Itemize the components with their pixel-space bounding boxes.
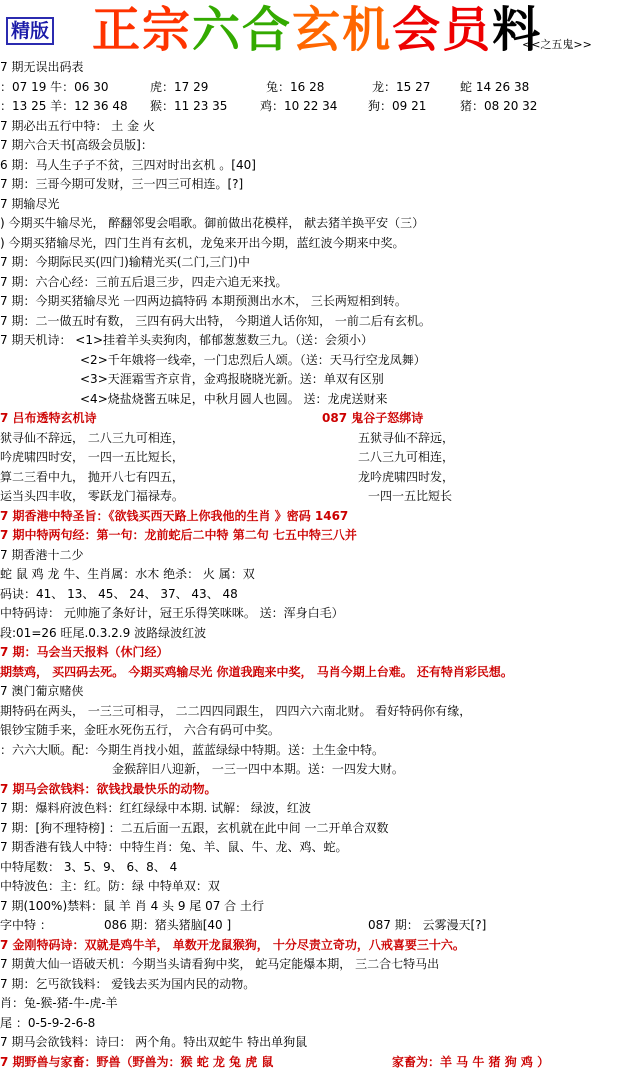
text-segment: 087 鬼谷子怒绑诗 <box>322 409 423 429</box>
text-segment: ：07 19 牛：06 30 <box>0 78 109 98</box>
text-segment: 7 吕布透特玄机诗 <box>0 409 97 429</box>
text-segment: 7 期：二一做五时有数， 三四有码大出特， 今期道人话你知， 一前二后有玄机。 <box>0 312 431 332</box>
text-segment: 7 期(100%)禁料：鼠 羊 肖 4 头 9 尾 07 合 土行 <box>0 897 264 917</box>
text-segment: 蛇 鼠 鸡 龙 牛、生肖属：水木 绝杀： 火 属：双 <box>0 565 255 585</box>
text-segment: 算二三看中九， 抛开八七有四五， <box>0 468 184 488</box>
text-line <box>0 468 621 488</box>
text-segment: 吟虎啸四时安， 一四一五比短长， <box>0 448 184 468</box>
text-line <box>0 663 621 683</box>
title-char: 正 <box>92 2 142 58</box>
text-line <box>0 253 621 273</box>
text-segment: 二八三九可相连， <box>358 448 454 468</box>
text-segment: 鸡：10 22 34 <box>260 97 337 117</box>
text-line <box>0 370 621 390</box>
text-line <box>0 214 621 234</box>
text-segment: 运当头四丰收， 零跃龙门福禄寿。 <box>0 487 184 507</box>
text-segment: 7 期香港十二少 <box>0 546 83 566</box>
text-segment: 中特波色：主：红。防：绿 中特单双：双 <box>0 877 220 897</box>
text-segment: 字中特 ： <box>0 916 52 936</box>
text-line <box>0 312 621 332</box>
text-line <box>0 721 621 741</box>
text-segment: 期特码在两头， 一三三可相寻， 二二四四同跟生， 四四六六南北财。 看好特码你有缘， <box>0 702 471 722</box>
text-line <box>0 643 621 663</box>
text-segment: 虎：17 29 <box>150 78 208 98</box>
text-segment: 7 期马会欲钱料：诗曰： 两个角。特出双蛇牛 特出单狗鼠 <box>0 1033 307 1053</box>
title-char: 玄 <box>292 2 342 58</box>
text-segment: 肖：兔-猴-猪-牛-虎-羊 <box>0 994 118 1014</box>
text-line <box>0 955 621 975</box>
text-segment: 7 期：马会当天报料（休门经） <box>0 643 169 663</box>
text-line <box>0 136 621 156</box>
text-line <box>0 994 621 1014</box>
text-segment: 龙吟虎啸四时发， <box>358 468 454 488</box>
text-segment: 中特尾数： 3、5、9、 6、8、 4 <box>0 858 177 878</box>
text-segment: 7 澳门葡京赌侠 <box>0 682 83 702</box>
text-line <box>0 390 621 410</box>
text-segment: 龙：15 27 <box>372 78 430 98</box>
text-segment: 7 金刚特码诗：双就是鸡牛羊， 单数开龙鼠猴狗， 十分尽责立奇功，八戒喜要三十六。 <box>0 936 465 956</box>
text-segment: 6 期：马人生子子不贫，三四对时出玄机 。[40] <box>0 156 256 176</box>
text-line <box>0 156 621 176</box>
text-line <box>0 585 621 605</box>
text-line <box>0 819 621 839</box>
document-body <box>0 58 621 1072</box>
text-line <box>0 897 621 917</box>
text-line <box>0 507 621 527</box>
text-segment: <4>烧盐烧酱五味足，中秋月圆人也圆。 送：龙虎送财来 <box>80 390 388 410</box>
text-segment: 一四一五比短长 <box>368 487 452 507</box>
text-line <box>0 604 621 624</box>
text-segment: 7 期：[狗不理特榜] ：二五后面一五跟，玄机就在此中间 一二开单合双数 <box>0 819 388 839</box>
text-line <box>0 916 621 936</box>
text-segment: <2>千年娥将一线牵，一门忠烈后人颂。（送：天马行空龙凤舞） <box>80 351 426 371</box>
text-segment: 7 期香港中特圣旨：《欲钱买西天路上你我他的生肖 》密码 1467 <box>0 507 348 527</box>
text-segment: 银钞宝随手来，金旺水死伤五行， 六合有码可中奖。 <box>0 721 280 741</box>
text-line <box>0 292 621 312</box>
text-segment: 7 期输尽光 <box>0 195 59 215</box>
text-line <box>0 858 621 878</box>
text-segment: ) 今期买猪输尽光，四门生肖有玄机，龙兔来开出今期，蓝红波今期来中奖。 <box>0 234 405 254</box>
page-title <box>92 2 542 58</box>
text-line <box>0 682 621 702</box>
title-char: 合 <box>242 2 292 58</box>
text-line <box>0 234 621 254</box>
title-char: 料 <box>492 2 542 58</box>
text-segment: 7 期野兽与家畜：野兽（野兽为：猴 蛇 龙 兔 虎 鼠 <box>0 1053 273 1072</box>
text-segment: 猪：08 20 32 <box>460 97 537 117</box>
text-segment: 五狱寻仙不辞远， <box>358 429 454 449</box>
text-line <box>0 799 621 819</box>
text-line <box>0 1014 621 1034</box>
text-segment: 7 期：乞丐欲钱料： 爱钱去买为国内民的动物。 <box>0 975 255 995</box>
title-char: 机 <box>342 2 392 58</box>
header-note: <<之五鬼>> <box>522 36 592 52</box>
title-char: 六 <box>192 2 242 58</box>
text-segment: 7 期六合天书[高级会员版]： <box>0 136 153 156</box>
text-segment: 金猴辞旧八迎新， 一三一四中本期。送：一四发大财。 <box>112 760 404 780</box>
text-segment: ：13 25 羊：12 36 48 <box>0 97 128 117</box>
text-segment: 7 期：六合心经：三前五后退三步，四走六追无来找。 <box>0 273 287 293</box>
text-segment: ：六六大顺。配：今期生肖找小姐，蓝蓝绿绿中特期。送：土生金中特。 <box>0 741 384 761</box>
text-line <box>0 838 621 858</box>
text-line <box>0 448 621 468</box>
text-segment: 兔：16 28 <box>266 78 324 98</box>
text-segment: 086 期：猪头猪脑[40 ] <box>104 916 231 936</box>
title-char: 员 <box>442 2 492 58</box>
text-line <box>0 409 621 429</box>
text-line <box>0 565 621 585</box>
text-line <box>0 58 621 78</box>
text-segment: 狗：09 21 <box>368 97 426 117</box>
text-segment: 7 期香港有钱人中特：中特生肖：兔、羊、鼠、牛、龙、鸡、蛇。 <box>0 838 347 858</box>
text-line <box>0 975 621 995</box>
edition-badge: 精版 <box>6 17 54 45</box>
text-line <box>0 936 621 956</box>
text-segment: 7 期：三哥今期可发财，三一四三可相连。[?] <box>0 175 243 195</box>
text-line <box>0 546 621 566</box>
text-segment: 狱寻仙不辞远， 二八三九可相连， <box>0 429 184 449</box>
text-line <box>0 273 621 293</box>
text-line <box>0 351 621 371</box>
text-segment: 期禁鸡， 买四码去死。 今期买鸡输尽光 你道我跑来中奖， 马肖今期上台难。 还有特肖彩民想。 <box>0 663 513 683</box>
text-segment: 7 期中特两句经：第一句：龙前蛇后二中特 第二句 七五中特三八并 <box>0 526 357 546</box>
text-segment: 7 期：今期际民买(四门)输精光买(二门,三门)中 <box>0 253 250 273</box>
text-segment: 7 期必出五行中特： 土 金 火 <box>0 117 155 137</box>
text-line <box>0 175 621 195</box>
text-segment: 中特码诗： 元帅施了条好计，冠王乐得笑咪咪。 送：浑身白毛） <box>0 604 344 624</box>
text-segment: 段:01=26 旺尾.0.3.2.9 波路绿波红波 <box>0 624 206 644</box>
text-line <box>0 1053 621 1072</box>
text-segment: 7 期黄大仙一语破天机：今期当头请看狗中奖， 蛇马定能爆本期， 三二合七特马出 <box>0 955 439 975</box>
text-segment: ) 今期买牛输尽光， 醉翻邻叟会唱歌。御前做出花模样， 献去猪羊换平安（三） <box>0 214 424 234</box>
text-line <box>0 1033 621 1053</box>
text-segment: <3>天涯霜雪齐京肯，金鸡报晓晓光新。送：单双有区别 <box>80 370 384 390</box>
text-segment: 7 期马会欲钱料：欲钱找最快乐的动物。 <box>0 780 217 800</box>
text-line <box>0 117 621 137</box>
text-segment: 猴：11 23 35 <box>150 97 227 117</box>
text-line <box>0 877 621 897</box>
text-segment: 087 期： 云雾漫天[?] <box>368 916 486 936</box>
text-line <box>0 741 621 761</box>
text-segment: 蛇 14 26 38 <box>460 78 529 98</box>
text-segment: 7 期天机诗： <1>挂着羊头卖狗肉，郁郁葱葱数三九。（送：会须小） <box>0 331 373 351</box>
text-segment: 家畜为：羊 马 牛 猪 狗 鸡 ） <box>392 1053 549 1072</box>
text-line <box>0 526 621 546</box>
text-segment: 7 期无误出码表 <box>0 58 83 78</box>
text-line <box>0 702 621 722</box>
text-line <box>0 624 621 644</box>
text-line <box>0 331 621 351</box>
text-line <box>0 429 621 449</box>
title-char: 宗 <box>142 2 192 58</box>
header <box>0 0 621 58</box>
text-segment: 7 期：今期买猪输尽光 一四两边搞特码 本期预测出水木， 三长两短相到转。 <box>0 292 407 312</box>
text-line <box>0 780 621 800</box>
text-line <box>0 760 621 780</box>
text-segment: 7 期：爆料府波色料：红红绿绿中本期. 试解： 绿波，红波 <box>0 799 311 819</box>
text-line <box>0 195 621 215</box>
title-char: 会 <box>392 2 442 58</box>
text-line <box>0 97 621 117</box>
text-line <box>0 78 621 98</box>
text-segment: 尾 ：0-5-9-2-6-8 <box>0 1014 95 1034</box>
text-segment: 码诀：41、 13、 45、 24、 37、 43、 48 <box>0 585 238 605</box>
text-line <box>0 487 621 507</box>
